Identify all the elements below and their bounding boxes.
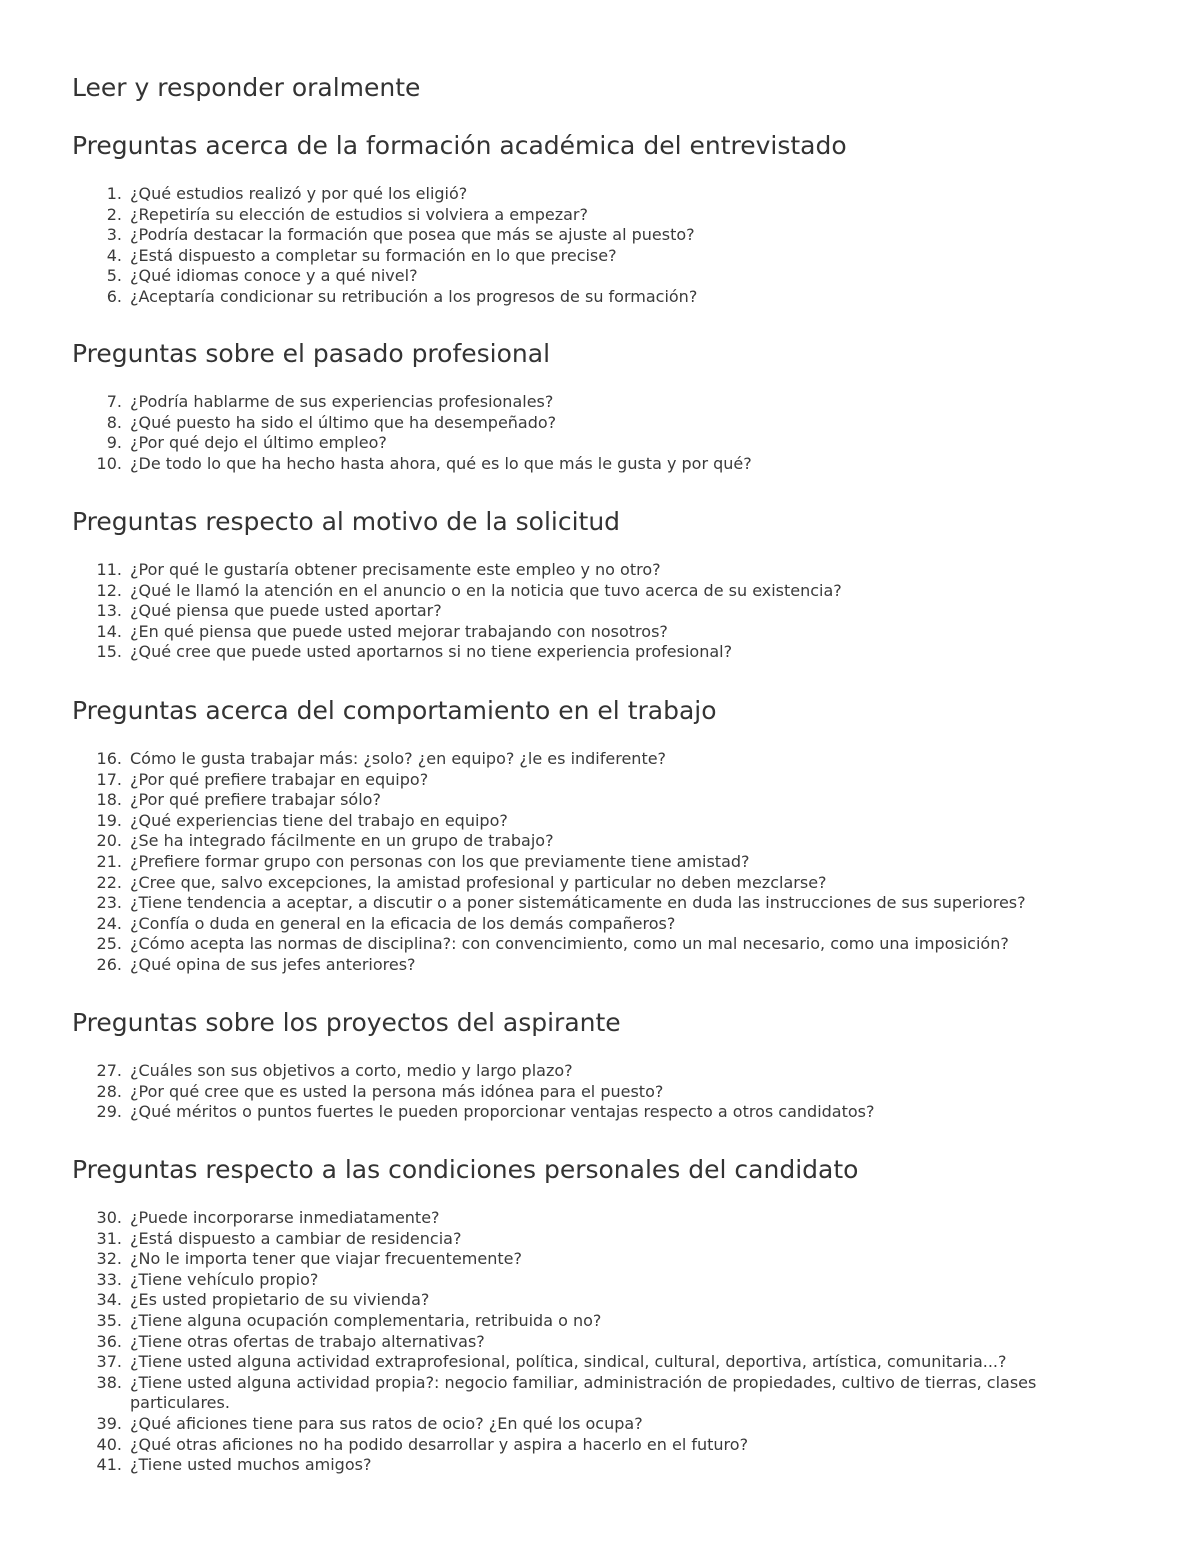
- question-text: ¿De todo lo que ha hecho hasta ahora, qué es lo que más le gusta y por qué?: [130, 453, 752, 473]
- question-item: [72, 749, 1140, 770]
- question-number: 10.: [96, 453, 122, 473]
- section-heading: Preguntas respecto a las condiciones personales del candidato: [72, 1155, 859, 1184]
- question-number: 2.: [106, 204, 122, 224]
- question-text: ¿Puede incorporarse inmediatamente?: [130, 1208, 440, 1227]
- question-number: 33.: [96, 1269, 122, 1289]
- question-text: ¿Tiene usted muchos amigos?: [130, 1455, 372, 1475]
- question-text: ¿Tiene tendencia a aceptar, a discutir o a poner sistemáticamente en duda las instrucciones de sus superiores?: [130, 893, 1026, 913]
- question-item: [72, 873, 1140, 894]
- question-text: ¿Tiene usted alguna actividad extraprofesional, política, sindical, cultural, deportiva, artística, comunitaria...?: [130, 1352, 1007, 1372]
- question-item: [72, 770, 1140, 791]
- question-item: [72, 893, 1140, 914]
- question-number: 15.: [96, 642, 122, 662]
- question-number: 11.: [96, 560, 122, 579]
- document-title: Leer y responder oralmente: [72, 73, 421, 102]
- section-candidate-projects: [72, 1005, 1140, 1123]
- question-number: 7.: [106, 392, 122, 411]
- question-text: ¿Qué opina de sus jefes anteriores?: [130, 954, 416, 974]
- question-item: [72, 1249, 1140, 1270]
- question-text: ¿Podría destacar la formación que posea que más se ajuste al puesto?: [130, 225, 695, 245]
- question-text: ¿Cuáles son sus objetivos a corto, medio y largo plazo?: [130, 1061, 573, 1080]
- question-text: ¿Qué experiencias tiene del trabajo en equipo?: [130, 810, 508, 830]
- question-text: ¿No le importa tener que viajar frecuentemente?: [130, 1249, 522, 1269]
- question-item: [72, 1061, 1140, 1082]
- question-text: ¿Por qué le gustaría obtener precisamente este empleo y no otro?: [130, 560, 661, 579]
- question-item: [72, 560, 1140, 581]
- question-text: ¿Prefiere formar grupo con personas con los que previamente tiene amistad?: [130, 851, 750, 871]
- question-item: [72, 184, 1140, 205]
- question-item: [72, 454, 1140, 475]
- question-number: 32.: [96, 1249, 122, 1269]
- question-list: [72, 184, 1140, 308]
- question-number: 8.: [106, 412, 122, 432]
- question-item: [72, 811, 1140, 832]
- question-item: [72, 287, 1140, 308]
- question-number: 39.: [96, 1413, 122, 1433]
- question-item: [72, 413, 1140, 434]
- question-text: ¿Aceptaría condicionar su retribución a los progresos de su formación?: [130, 286, 698, 306]
- question-number: 18.: [96, 790, 122, 810]
- question-item: [72, 642, 1140, 663]
- question-text: ¿Qué puesto ha sido el último que ha desempeñado?: [130, 412, 557, 432]
- question-item: [72, 246, 1140, 267]
- question-text: ¿Qué aficiones tiene para sus ratos de ocio? ¿En qué los ocupa?: [130, 1413, 643, 1433]
- question-item: [72, 205, 1140, 226]
- question-item: [72, 955, 1140, 976]
- question-text: ¿Qué estudios realizó y por qué los eligió?: [130, 184, 468, 203]
- question-list: [72, 749, 1140, 976]
- question-text: ¿Por qué cree que es usted la persona más idónea para el puesto?: [130, 1081, 664, 1101]
- question-item: [72, 581, 1140, 602]
- question-text: ¿Repetiría su elección de estudios si volviera a empezar?: [130, 204, 588, 224]
- question-text: ¿Por qué prefiere trabajar en equipo?: [130, 769, 429, 789]
- question-number: 16.: [96, 749, 122, 768]
- section-heading: Preguntas sobre los proyectos del aspirante: [72, 1008, 621, 1037]
- question-number: 23.: [96, 893, 122, 913]
- question-text: ¿Por qué dejo el último empleo?: [130, 433, 387, 453]
- question-text: ¿Es usted propietario de su vivienda?: [130, 1290, 430, 1310]
- question-item: [72, 601, 1140, 622]
- question-text: ¿Qué méritos o puntos fuertes le pueden proporcionar ventajas respecto a otros candidatos?: [130, 1102, 875, 1122]
- question-number: 34.: [96, 1290, 122, 1310]
- question-text: ¿Tiene usted alguna actividad propia?: negocio familiar, administración de propiedades, cultivo de tierras, clases particulares.: [130, 1372, 1037, 1413]
- question-item: [72, 266, 1140, 287]
- question-item: [72, 1290, 1140, 1311]
- question-text: ¿Qué piensa que puede usted aportar?: [130, 601, 442, 621]
- question-item: [72, 1373, 1140, 1414]
- question-number: 41.: [96, 1455, 122, 1475]
- question-list: [72, 1208, 1140, 1476]
- question-number: 12.: [96, 580, 122, 600]
- question-number: 27.: [96, 1061, 122, 1080]
- question-item: [72, 1352, 1140, 1373]
- question-number: 9.: [106, 433, 122, 453]
- question-number: 6.: [106, 286, 122, 306]
- question-item: [72, 1332, 1140, 1353]
- question-number: 26.: [96, 954, 122, 974]
- question-number: 30.: [96, 1208, 122, 1227]
- question-number: 1.: [106, 184, 122, 203]
- question-text: ¿Tiene alguna ocupación complementaria, retribuida o no?: [130, 1310, 602, 1330]
- question-item: [72, 225, 1140, 246]
- question-text: ¿Qué idiomas conoce y a qué nivel?: [130, 266, 418, 286]
- question-item: [72, 1229, 1140, 1250]
- question-number: 3.: [106, 225, 122, 245]
- question-item: [72, 1082, 1140, 1103]
- question-text: ¿Cree que, salvo excepciones, la amistad profesional y particular no deben mezclarse?: [130, 872, 827, 892]
- question-number: 22.: [96, 872, 122, 892]
- question-number: 25.: [96, 934, 122, 954]
- question-item: [72, 1455, 1140, 1476]
- question-text: ¿Está dispuesto a completar su formación en lo que precise?: [130, 245, 617, 265]
- question-text: ¿Tiene vehículo propio?: [130, 1269, 319, 1289]
- question-item: [72, 914, 1140, 935]
- question-item: [72, 852, 1140, 873]
- question-number: 13.: [96, 601, 122, 621]
- question-number: 37.: [96, 1352, 122, 1372]
- question-item: [72, 790, 1140, 811]
- question-number: 5.: [106, 266, 122, 286]
- question-text: ¿Cómo acepta las normas de disciplina?: con convencimiento, como un mal necesario, como una imposición?: [130, 934, 1009, 954]
- question-text: ¿Se ha integrado fácilmente en un grupo de trabajo?: [130, 831, 554, 851]
- question-number: 38.: [96, 1372, 122, 1392]
- question-number: 17.: [96, 769, 122, 789]
- question-number: 29.: [96, 1102, 122, 1122]
- question-item: [72, 433, 1140, 454]
- section-heading: Preguntas sobre el pasado profesional: [72, 339, 551, 368]
- question-item: [72, 1270, 1140, 1291]
- question-number: 14.: [96, 621, 122, 641]
- section-work-behavior: [72, 693, 1140, 976]
- question-list: [72, 392, 1140, 474]
- question-text: ¿Está dispuesto a cambiar de residencia?: [130, 1228, 462, 1248]
- question-number: 21.: [96, 851, 122, 871]
- question-number: 31.: [96, 1228, 122, 1248]
- question-item: [72, 1208, 1140, 1229]
- question-text: ¿Confía o duda en general en la eficacia de los demás compañeros?: [130, 913, 676, 933]
- question-number: 19.: [96, 810, 122, 830]
- question-item: [72, 1102, 1140, 1123]
- question-item: [72, 392, 1140, 413]
- question-item: [72, 622, 1140, 643]
- section-application-motive: [72, 504, 1140, 663]
- section-professional-past: [72, 336, 1140, 474]
- question-text: ¿Por qué prefiere trabajar sólo?: [130, 790, 381, 810]
- question-number: 36.: [96, 1331, 122, 1351]
- question-number: 40.: [96, 1434, 122, 1454]
- question-number: 35.: [96, 1310, 122, 1330]
- question-text: ¿En qué piensa que puede usted mejorar trabajando con nosotros?: [130, 621, 668, 641]
- question-text: ¿Qué otras aficiones no ha podido desarrollar y aspira a hacerlo en el futuro?: [130, 1434, 749, 1454]
- question-item: [72, 1311, 1140, 1332]
- section-heading: Preguntas respecto al motivo de la solicitud: [72, 507, 621, 536]
- question-item: [72, 934, 1140, 955]
- question-list: [72, 1061, 1140, 1123]
- question-number: 20.: [96, 831, 122, 851]
- question-item: [72, 1435, 1140, 1456]
- question-number: 4.: [106, 245, 122, 265]
- question-text: ¿Qué cree que puede usted aportarnos si no tiene experiencia profesional?: [130, 642, 733, 662]
- question-text: Cómo le gusta trabajar más: ¿solo? ¿en equipo? ¿le es indiferente?: [130, 749, 667, 768]
- question-number: 24.: [96, 913, 122, 933]
- section-academic-training: [72, 128, 1140, 308]
- question-item: [72, 1414, 1140, 1435]
- question-text: ¿Qué le llamó la atención en el anuncio o en la noticia que tuvo acerca de su existencia?: [130, 580, 842, 600]
- question-text: ¿Podría hablarme de sus experiencias profesionales?: [130, 392, 554, 411]
- question-list: [72, 560, 1140, 663]
- section-heading: Preguntas acerca del comportamiento en el trabajo: [72, 696, 717, 725]
- question-text: ¿Tiene otras ofertas de trabajo alternativas?: [130, 1331, 485, 1351]
- section-personal-conditions: [72, 1152, 1140, 1476]
- question-number: 28.: [96, 1081, 122, 1101]
- question-item: [72, 831, 1140, 852]
- section-heading: Preguntas acerca de la formación académica del entrevistado: [72, 131, 847, 160]
